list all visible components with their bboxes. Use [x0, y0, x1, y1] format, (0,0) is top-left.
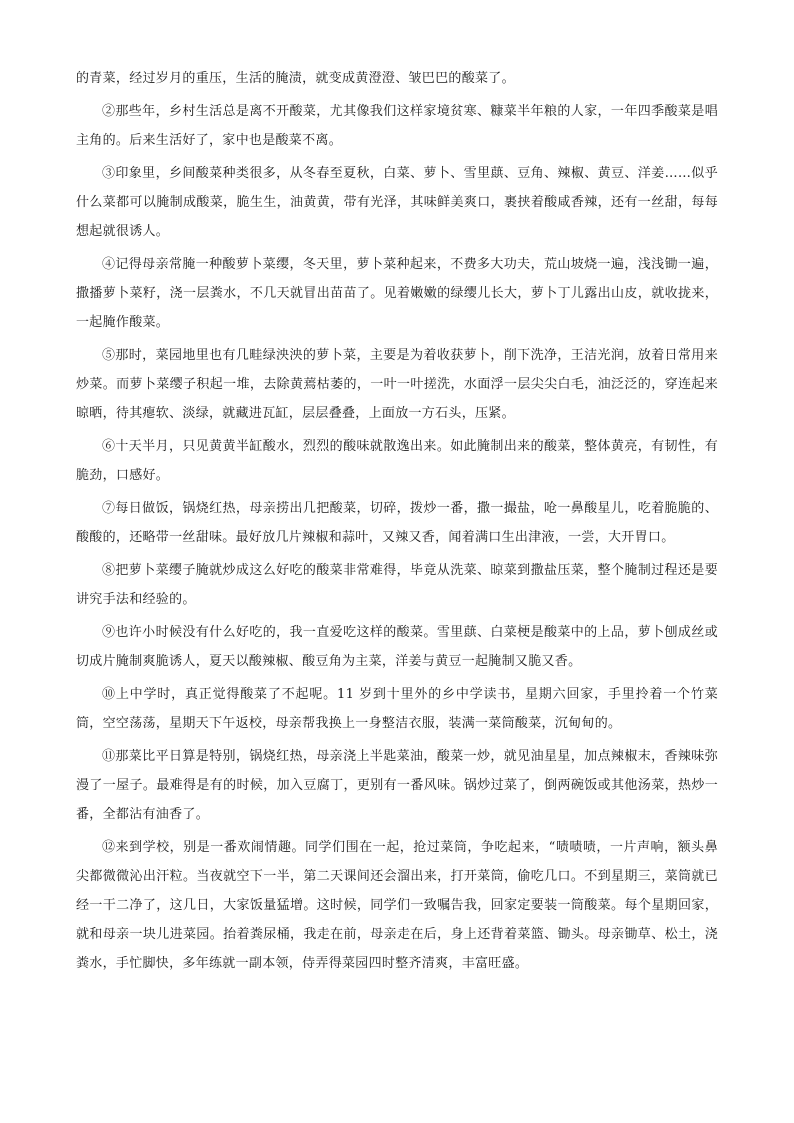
paragraph-8: ⑧把萝卜菜缨子腌就炒成这么好吃的酸菜非常难得，毕竟从洗菜、晾菜到撒盐压菜，整个腌制过程还是要讲究手法和经验的。 — [76, 563, 718, 607]
paragraph-9: ⑨也许小时候没有什么好吃的，我一直爱吃这样的酸菜。雪里蕻、白菜梗是酸菜中的上品，萝卜刨成丝或切成片腌制爽脆诱人，夏天以酸辣椒、酸豆角为主菜，洋姜与黄豆一起腌制又脆又香。 — [76, 625, 718, 669]
paragraph-continued: 的青菜，经过岁月的重压，生活的腌渍，就变成黄澄澄、皱巴巴的酸菜了。 — [76, 71, 515, 86]
essay-body — [76, 64, 718, 982]
paragraph-2: ②那些年，乡村生活总是离不开酸菜，尤其像我们这样家境贫寒、糠菜半年粮的人家，一年四季酸菜是唱主角的。后来生活好了，家中也是酸菜不离。 — [76, 104, 718, 148]
paragraph-11: ⑪那菜比平日算是特别，锅烧红热，母亲浇上半匙菜油，酸菜一炒，就见油星星，加点辣椒末，香辣味弥漫了一屋子。最难得是有的时候，加入豆腐丁，更别有一番风味。锅炒过菜了，倒两碗饭或其他汤菜，热炒一番，全都沾有油香了。 — [76, 749, 718, 822]
paragraph-6: ⑥十天半月，只见黄黄半缸酸水，烈烈的酸味就散逸出来。如此腌制出来的酸菜，整体黄亮，有韧性，有脆劲，口感好。 — [76, 439, 718, 483]
paragraph-4: ④记得母亲常腌一种酸萝卜菜缨，冬天里，萝卜菜种起来，不费多大功夫，荒山坡烧一遍，浅浅锄一遍，撒播萝卜菜籽，浇一层粪水，不几天就冒出苗苗了。见着嫩嫩的绿缨儿长大，萝卜丁儿露出山皮，就收拢来，一起腌作酸菜。 — [76, 257, 718, 330]
paragraph-3: ③印象里，乡间酸菜种类很多，从冬春至夏秋，白菜、萝卜、雪里蕻、豆角、辣椒、黄豆、洋姜……似乎什么菜都可以腌制成酸菜，脆生生，油黄黄，带有光泽，其味鲜美爽口，裹挟着酸咸香辣，还有一丝甜，每每想起就很诱人。 — [76, 166, 718, 239]
paragraph-12: ⑫来到学校，别是一番欢闹情趣。同学们围在一起，抢过菜筒，争吃起来，“啧啧啧，一片声响，额头鼻尖都微微沁出汗粒。当夜就空下一半，第二天课间还会溜出来，打开菜筒，偷吃几口。不到星期三，菜筒就已经一干二净了，这几日，大家饭量猛增。这时候，同学们一致嘱告我，回家定要装一筒酸菜。每个星期回家，就和母亲一块儿进菜园。抬着粪尿桶，我走在前，母亲走在后，身上还背着菜篮、锄头。母亲锄草、松土，浇粪水，手忙脚快，多年练就一副本领，侍弄得菜园四时整齐清爽，丰富旺盛。 — [76, 840, 718, 971]
paragraph-10: ⑩上中学时，真正觉得酸菜了不起呢。11 岁到十里外的乡中学读书，星期六回家，手里拎着一个竹菜筒，空空荡荡，星期天下午返校，母亲帮我换上一身整洁衣服，装满一菜筒酸菜，沉甸甸的。 — [76, 687, 718, 731]
paragraph-7: ⑦每日做饭，锅烧红热，母亲捞出几把酸菜，切碎，拨炒一番，撒一撮盐，呛一鼻酸星儿，吃着脆脆的、酸酸的，还略带一丝甜味。最好放几片辣椒和蒜叶，又辣又香，闻着满口生出津液，一尝，大开胃口。 — [76, 501, 718, 545]
paragraph-5: ⑤那时，菜园地里也有几畦绿泱泱的萝卜菜，主要是为着收获萝卜，削下洗净，王洁光润，放着日常用来炒菜。而萝卜菜缨子积起一堆，去除黄蔫枯萎的，一叶一叶搓洗，水面浮一层尖尖白毛，油泛泛的，穿连起来晾晒，待其瘪软、淡绿，就藏进瓦缸，层层叠叠，上面放一方石头，压紧。 — [76, 348, 718, 421]
